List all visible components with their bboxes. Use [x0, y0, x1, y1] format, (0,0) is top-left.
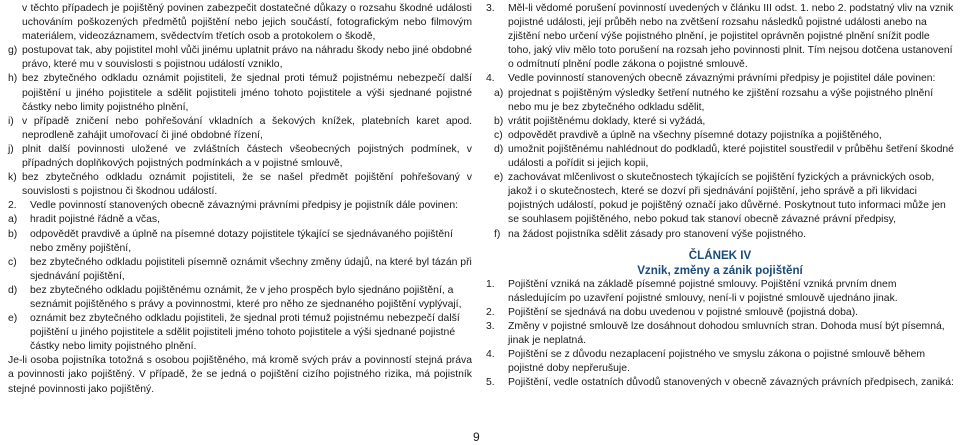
- list-item-j: j) plnit další povinnosti uložené ve zvláštních částech všeobecných pojistných podmínek, v případných doplňkových pojistných podmínkách a v pojistné smlouvě,: [8, 143, 472, 170]
- left-column: [8, 2, 472, 397]
- list-item-i: i) v případě zničení nebo pohřešování vkladních a šekových knížek, platebních karet apod. neprodleně zahájit umořovací či jiné obdobné řízení,: [8, 115, 472, 141]
- point4-item-d: d) umožnit pojištěnému nahlédnout do podkladů, které pojistitel soustředil v průběhu šetření škodné události a pořídit si jejich kopii,: [494, 143, 954, 170]
- article-item-4: 4. Pojištění se z důvodu nezaplacení pojistného ve smyslu zákona o pojistné smlouvě během pojistné doby nepřerušuje.: [486, 349, 926, 375]
- page-number: 9: [473, 430, 480, 444]
- point2-item-c: c) bez zbytečného odkladu pojistiteli písemně oznámit všechny změny údajů, na které byl tázán při sjednávání pojištění,: [8, 256, 472, 282]
- article-item-1: 1. Pojištění vzniká na základě písemné pojistné smlouvy. Pojištění vzniká prvním dnem následujícím po uzavření pojistné smlouvy, není-li v pojistné smlouvě ujednáno jinak.: [486, 278, 898, 304]
- numbered-point-3: 3. Měl-li vědomé porušení povinností uvedených v článku III odst. 1. nebo 2. podstatný vliv na vznik pojistné události, její průběh nebo na zvětšení rozsahu následků pojistné události anebo na zjištění nebo určení výše pojistného plnění, je pojistitel oprávněn pojistné plnění snížit podle toho, jaký vliv mělo toto porušení na rozsah jeho povinnosti plnit. Tím nejsou dotčena ustanovení o odmítnutí plnění podle zákona o pojistné smlouvě.: [486, 3, 954, 71]
- numbered-point-4: 4. Vedle povinností stanovených obecně závaznými právními předpisy je pojistitel dále povinen:: [486, 73, 936, 85]
- numbered-point-2: 2. Vedle povinností stanovených obecně závaznými právními předpisy je pojistník dále povinen:: [8, 200, 458, 212]
- point2-item-e: e) oznámit bez zbytečného odkladu pojistiteli, že sjednal proti témuž pojistnému nebezpečí další pojištění u jiného pojistitele a sdělit pojistiteli jméno tohoto pojistitele a výši sjednané pojistné částky nebo limity pojistného plnění.: [8, 313, 460, 353]
- paragraph-continuation: v těchto případech je pojištěný povinen zabezpečit dostatečné důkazy o rozsahu škodné události uchováním poškozených předmětů pojištění nebo jejich součástí, fotografickým nebo filmovým materiálem, videozáznamem, svědectvím třetích osob a protokolem o škodě,: [22, 3, 472, 43]
- list-item-h: h) bez zbytečného odkladu oznámit pojistiteli, že sjednal proti témuž pojistnému nebezpečí další pojištění u jiného pojistitele a sdělit pojistiteli jméno tohoto pojistitele a výši sjednané pojistné částky nebo limity pojistného plnění,: [8, 73, 472, 113]
- point4-item-e: e) zachovávat mlčenlivost o skutečnostech týkajících se pojištění fyzických a právnických osob, jakož i o skutečnostech, které se dozví při sjednávání pojištění, jeho správě a při likvidaci pojistných událostí, pokud je pojištěný označí jako důvěrné. Poskytnout tuto informaci může jen se souhlasem pojištěného, nebo pokud tak stanoví obecně závazné právní předpisy,: [494, 172, 946, 226]
- point4-item-b: b) vrátit pojištěnému doklady, které si vyžádá,: [494, 115, 706, 127]
- point4-item-f: f) na žádost pojistníka sdělit zásady pro stanovení výše pojistného.: [494, 228, 807, 240]
- right-column: [486, 2, 954, 390]
- article-subtitle: Vznik, změny a zánik pojištění: [637, 263, 803, 277]
- article-item-3: 3. Změny v pojistné smlouvě lze dosáhnout dohodou smluvních stran. Dohoda musí být písemná, jinak je neplatná.: [486, 320, 945, 346]
- list-item-k: k) bez zbytečného odkladu oznámit pojistiteli, že se našel předmět pojištění pohřešovaný v souvislosti s pojistnou či škodnou událostí.: [8, 172, 472, 198]
- article-item-5: 5. Pojištění, vedle ostatních důvodů stanovených v obecně závazných právních předpisech, zaniká:: [486, 377, 954, 389]
- article-item-2: 2. Pojištění se sjednává na dobu uvedenou v pojistné smlouvě (pojistná doba).: [486, 306, 859, 318]
- list-item-g: g) postupovat tak, aby pojistitel mohl vůči jinému uplatnit právo na náhradu škody nebo jiné obdobné právo, které mu v souvislosti s pojistnou událostí vzniklo,: [8, 45, 472, 71]
- closing-paragraph: Je-li osoba pojistníka totožná s osobou pojištěného, má kromě svých práv a povinností stejná práva a povinnosti jako pojištěný. V případě, že se jedná o pojištění cizího pojistného rizika, má pojistník stejné povinnosti jako pojištěný.: [8, 355, 472, 395]
- article-title: ČLÁNEK IV: [688, 248, 752, 262]
- point2-item-a: a) hradit pojistné řádně a včas,: [8, 214, 160, 226]
- point2-item-d: d) bez zbytečného odkladu pojištěnému oznámit, že v jeho prospěch bylo sjednáno pojištění, a seznámit pojištěného s právy a povinnostmi, které pro něho ze sjednaného pojištění vyplývají,: [8, 284, 462, 310]
- point4-item-a: a) projednat s pojištěným výsledky šetření nutného ke zjištění rozsahu a výše pojistného plnění nebo mu je bez zbytečného odkladu sdělit,: [494, 87, 934, 113]
- point2-item-b: b) odpovědět pravdivě a úplně na písemné dotazy pojistitele týkající se sjednávaného pojištění nebo změny pojištění,: [8, 228, 453, 254]
- point4-item-c: c) odpovědět pravdivě a úplně na všechny písemné dotazy pojistníka a pojištěného,: [494, 129, 882, 141]
